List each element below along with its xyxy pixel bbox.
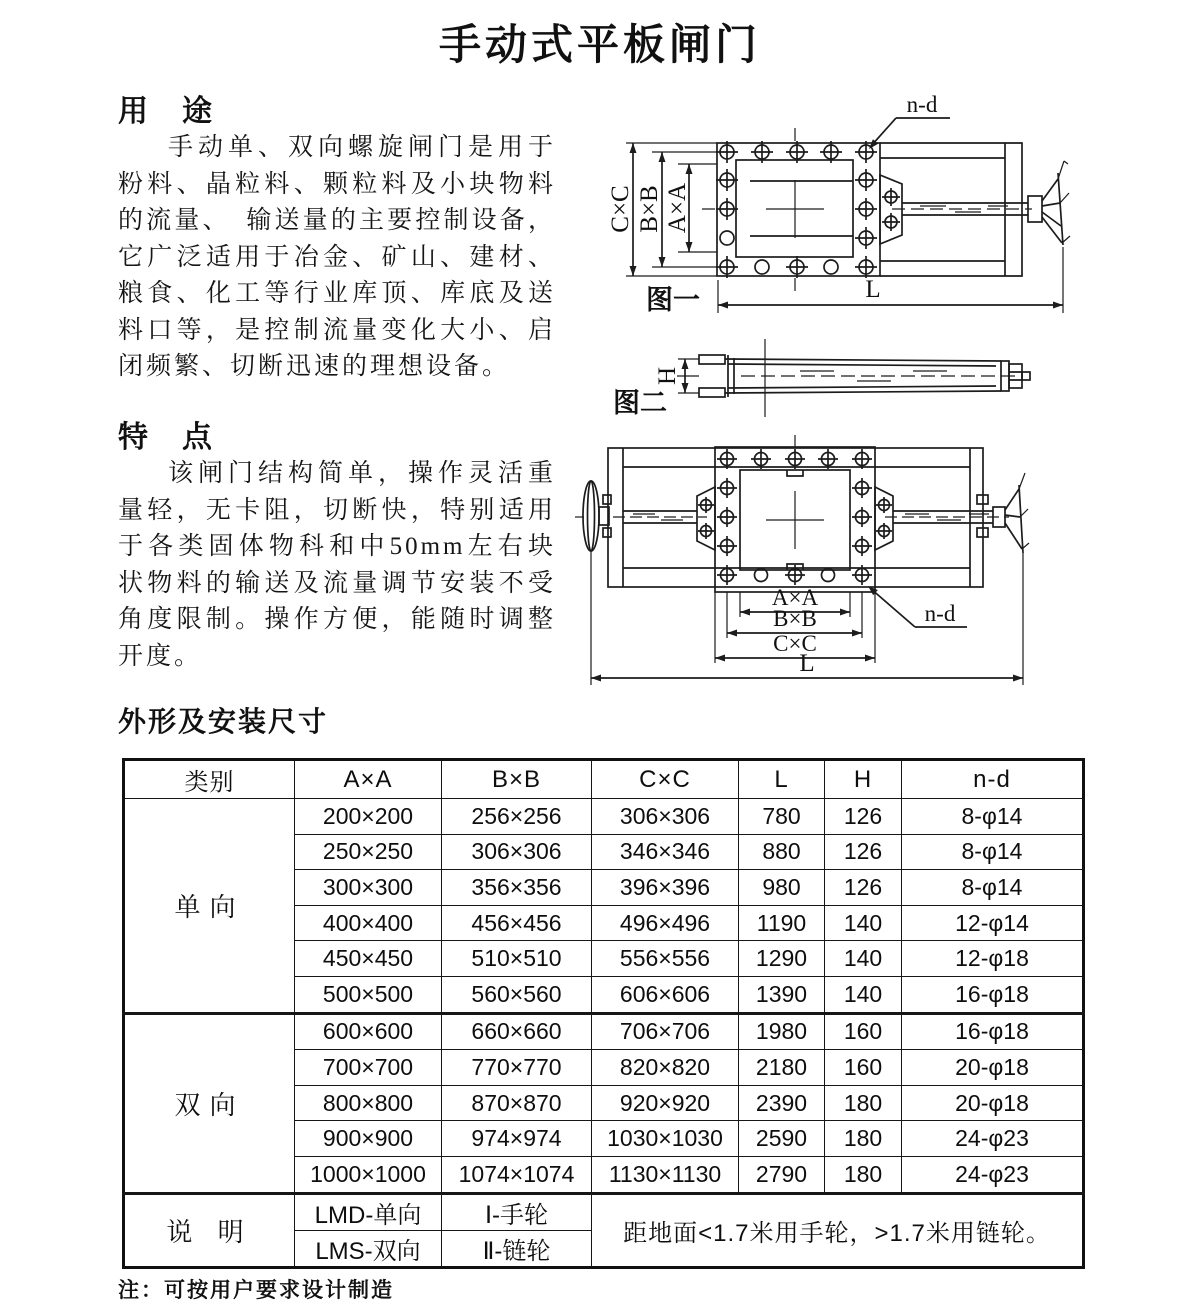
- table-cell: 1390: [739, 976, 825, 1013]
- table-cell: 396×396: [592, 870, 739, 906]
- figure-1-drawing: [590, 95, 1200, 320]
- table-cell: 780: [739, 799, 825, 835]
- legend-cell: Ⅰ-手轮: [442, 1193, 592, 1230]
- column-header: B×B: [442, 760, 592, 799]
- fig2-dim-h-label: H: [654, 366, 681, 386]
- legend-cell: Ⅱ-链轮: [442, 1230, 592, 1267]
- table-cell: 8-φ14: [902, 834, 1084, 870]
- fig1-dim-aa-label: A×A: [664, 182, 691, 234]
- fig3-dim-bb-label: B×B: [773, 606, 817, 631]
- table-cell: 8-φ14: [902, 870, 1084, 906]
- table-cell: 974×974: [442, 1121, 592, 1157]
- usage-paragraph: 手动单、双向螺旋闸门是用于粉料、晶粒料、颗粒料及小块物料的流量、 输送量的主要控制设备，它广泛适用于冶金、矿山、建材、粮食、化工等行业库顶、库底及送料口等，是控制流量变化大小、启闭频繁、切断迅速的理想设备。: [118, 134, 556, 380]
- table-cell: 356×356: [442, 870, 592, 906]
- table-cell: 256×256: [442, 799, 592, 835]
- legend-row: [124, 1193, 1084, 1230]
- table-cell: 880: [739, 834, 825, 870]
- column-header: n-d: [902, 760, 1084, 799]
- table-cell: 12-φ14: [902, 905, 1084, 941]
- table-cell: 2590: [739, 1121, 825, 1157]
- table-cell: 140: [825, 941, 902, 977]
- table-cell: 706×706: [592, 1013, 739, 1050]
- fig2-caption: 图二: [613, 388, 667, 418]
- features-paragraph: 该闸门结构简单，操作灵活重量轻，无卡阻，切断快，特别适用于各类固体物科和中50mm左右块状物料的输送及流量调节安装不受角度限制。操作方便，能随时调整开度。: [118, 460, 556, 670]
- table-cell: 160: [825, 1050, 902, 1086]
- table-cell: 12-φ18: [902, 941, 1084, 977]
- table-cell: 2390: [739, 1085, 825, 1121]
- table-cell: 24-φ23: [902, 1156, 1084, 1193]
- fig1-dim-l-label: L: [865, 276, 881, 303]
- table-cell: 496×496: [592, 905, 739, 941]
- table-cell: 24-φ23: [902, 1121, 1084, 1157]
- table-cell: 1000×1000: [295, 1156, 442, 1193]
- table-cell: 556×556: [592, 941, 739, 977]
- column-header: H: [825, 760, 902, 799]
- table-header-row: [124, 760, 1084, 799]
- table-cell: 2180: [739, 1050, 825, 1086]
- fig3-dim-aa-label: A×A: [771, 585, 819, 610]
- table-cell: 300×300: [295, 870, 442, 906]
- table-cell: 800×800: [295, 1085, 442, 1121]
- table-cell: 306×306: [442, 834, 592, 870]
- table-cell: 1980: [739, 1013, 825, 1050]
- category-cell: 双向: [124, 1013, 295, 1193]
- table-cell: 306×306: [592, 799, 739, 835]
- table-cell: 700×700: [295, 1050, 442, 1086]
- table-body: [124, 799, 1084, 1268]
- category-cell: 单向: [124, 799, 295, 1014]
- fig1-dim-nd-label: n-d: [906, 95, 938, 117]
- table-cell: 180: [825, 1085, 902, 1121]
- table-cell: 450×450: [295, 941, 442, 977]
- table-cell: 140: [825, 976, 902, 1013]
- table-cell: 770×770: [442, 1050, 592, 1086]
- footnote: 注：可按用户要求设计制造: [118, 1279, 394, 1302]
- legend-cell: LMD-单向: [295, 1193, 442, 1230]
- dimensions-heading: 外形及安装尺寸: [118, 706, 329, 737]
- fig3-dim-nd-label: n-d: [924, 601, 956, 626]
- table-cell: 180: [825, 1121, 902, 1157]
- table-cell: 920×920: [592, 1085, 739, 1121]
- legend-cell: LMS-双向: [295, 1230, 442, 1267]
- table-cell: 1190: [739, 905, 825, 941]
- table-cell: 2790: [739, 1156, 825, 1193]
- table-cell: 660×660: [442, 1013, 592, 1050]
- table-cell: 510×510: [442, 941, 592, 977]
- table-cell: 8-φ14: [902, 799, 1084, 835]
- fig1-dim-bb-label: B×B: [636, 185, 663, 233]
- legend-remark: 距地面<1.7米用手轮，>1.7米用链轮。: [592, 1193, 1084, 1267]
- table-cell: 16-φ18: [902, 1013, 1084, 1050]
- table-cell: 1074×1074: [442, 1156, 592, 1193]
- table-cell: 456×456: [442, 905, 592, 941]
- fig1-dim-cc-label: C×C: [607, 185, 634, 233]
- fig3-dim-cc-label: C×C: [773, 631, 817, 656]
- table-cell: 346×346: [592, 834, 739, 870]
- fig3-dim-l-label: L: [799, 650, 815, 677]
- table-cell: 1290: [739, 941, 825, 977]
- page-title: 手动式平板闸门: [438, 21, 761, 68]
- table-cell: 500×500: [295, 976, 442, 1013]
- table-cell: 126: [825, 834, 902, 870]
- features-heading: 特 点: [118, 421, 214, 454]
- table-cell: 160: [825, 1013, 902, 1050]
- table-cell: 900×900: [295, 1121, 442, 1157]
- table-cell: 20-φ18: [902, 1085, 1084, 1121]
- table-cell: 606×606: [592, 976, 739, 1013]
- table-row: [124, 799, 1084, 835]
- table-cell: 250×250: [295, 834, 442, 870]
- figure-2-drawing: [595, 333, 1085, 423]
- table-cell: 820×820: [592, 1050, 739, 1086]
- column-header: L: [739, 760, 825, 799]
- table-cell: 980: [739, 870, 825, 906]
- table-cell: 126: [825, 870, 902, 906]
- table-row: [124, 1013, 1084, 1050]
- fig1-caption: 图一: [646, 285, 700, 315]
- column-header: 类别: [124, 760, 295, 799]
- table-cell: 126: [825, 799, 902, 835]
- table-cell: 20-φ18: [902, 1050, 1084, 1086]
- table-cell: 1130×1130: [592, 1156, 739, 1193]
- table-cell: 870×870: [442, 1085, 592, 1121]
- table-cell: 16-φ18: [902, 976, 1084, 1013]
- column-header: C×C: [592, 760, 739, 799]
- column-header: A×A: [295, 760, 442, 799]
- figure-3-drawing: [575, 435, 1175, 695]
- legend-label: 说 明: [124, 1193, 295, 1267]
- dimensions-table: [122, 758, 1085, 1269]
- table-cell: 1030×1030: [592, 1121, 739, 1157]
- table-cell: 180: [825, 1156, 902, 1193]
- table-cell: 140: [825, 905, 902, 941]
- table-cell: 200×200: [295, 799, 442, 835]
- table-cell: 400×400: [295, 905, 442, 941]
- usage-heading: 用 途: [118, 95, 214, 128]
- table-cell: 600×600: [295, 1013, 442, 1050]
- table-cell: 560×560: [442, 976, 592, 1013]
